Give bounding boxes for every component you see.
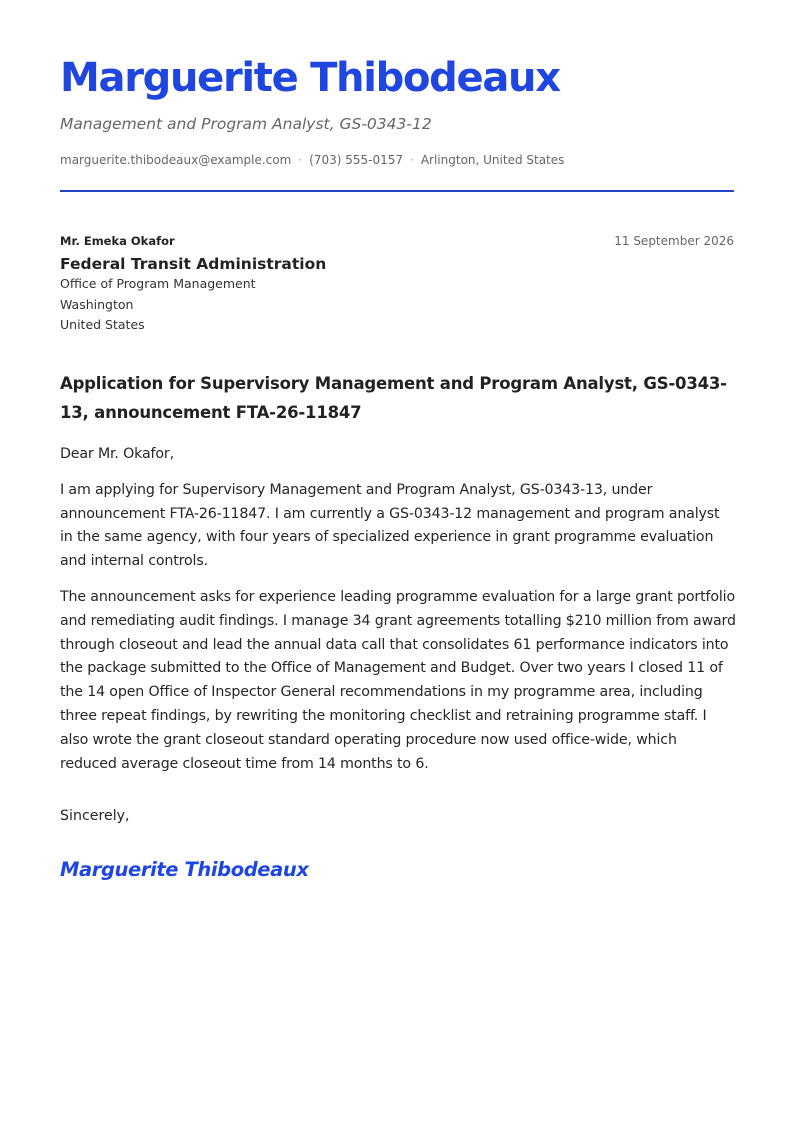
header-divider	[60, 190, 734, 192]
body-paragraph: I am applying for Supervisory Management and Program Analyst, GS-0343-13, under announcement FTA-26-11847. I am currently a GS-0343-12 management and program analyst in the same agency, with four years of specialized experience in grant programme evaluation and internal controls.	[60, 481, 720, 570]
closing: Sincerely,	[60, 808, 130, 824]
recipient-address-line: Washington	[60, 296, 134, 312]
recipient-block	[60, 233, 734, 336]
salutation: Dear Mr. Okafor,	[60, 446, 174, 462]
contact-email: marguerite.thibodeaux@example.com	[60, 153, 292, 167]
applicant-name: Marguerite Thibodeaux	[60, 55, 560, 101]
separator-dot: ·	[410, 153, 414, 167]
applicant-title: Management and Program Analyst, GS-0343-12	[60, 115, 432, 133]
letter-body	[60, 443, 736, 788]
recipient-address-line: Office of Program Management	[60, 276, 256, 291]
recipient-name: Mr. Emeka Okafor	[60, 234, 175, 248]
letter-date: 11 September 2026	[614, 234, 734, 248]
contact-location: Arlington, United States	[420, 153, 565, 167]
recipient-address-line: United States	[60, 317, 145, 332]
recipient-organization: Federal Transit Administration	[60, 255, 327, 273]
separator-dot: ·	[298, 153, 303, 167]
body-paragraph: The announcement asks for experience leading programme evaluation for a large grant portfolio and remediating audit findings. I manage 34 grant agreements totalling $210 million from award through closeout and lead the annual data call that consolidates 61 performance indicators into the package submitted to the Office of Management and Budget. Over two years I closed 11 of the 14 open Office of Inspector General recommendations in my programme area, including three repeat findings, by rewriting the monitoring checklist and retraining programme staff. I also wrote the grant closeout standard operating procedure now used office-wide, which reduced average closeout time from 14 months to 6.	[60, 588, 736, 772]
signature: Marguerite Thibodeaux	[60, 858, 309, 881]
contact-phone: (703) 555-0157	[309, 153, 403, 167]
contact-line	[60, 153, 564, 167]
letter-subject: Application for Supervisory Management and Program Analyst, GS-0343-13, announcement FTA-26-11847	[60, 374, 727, 422]
